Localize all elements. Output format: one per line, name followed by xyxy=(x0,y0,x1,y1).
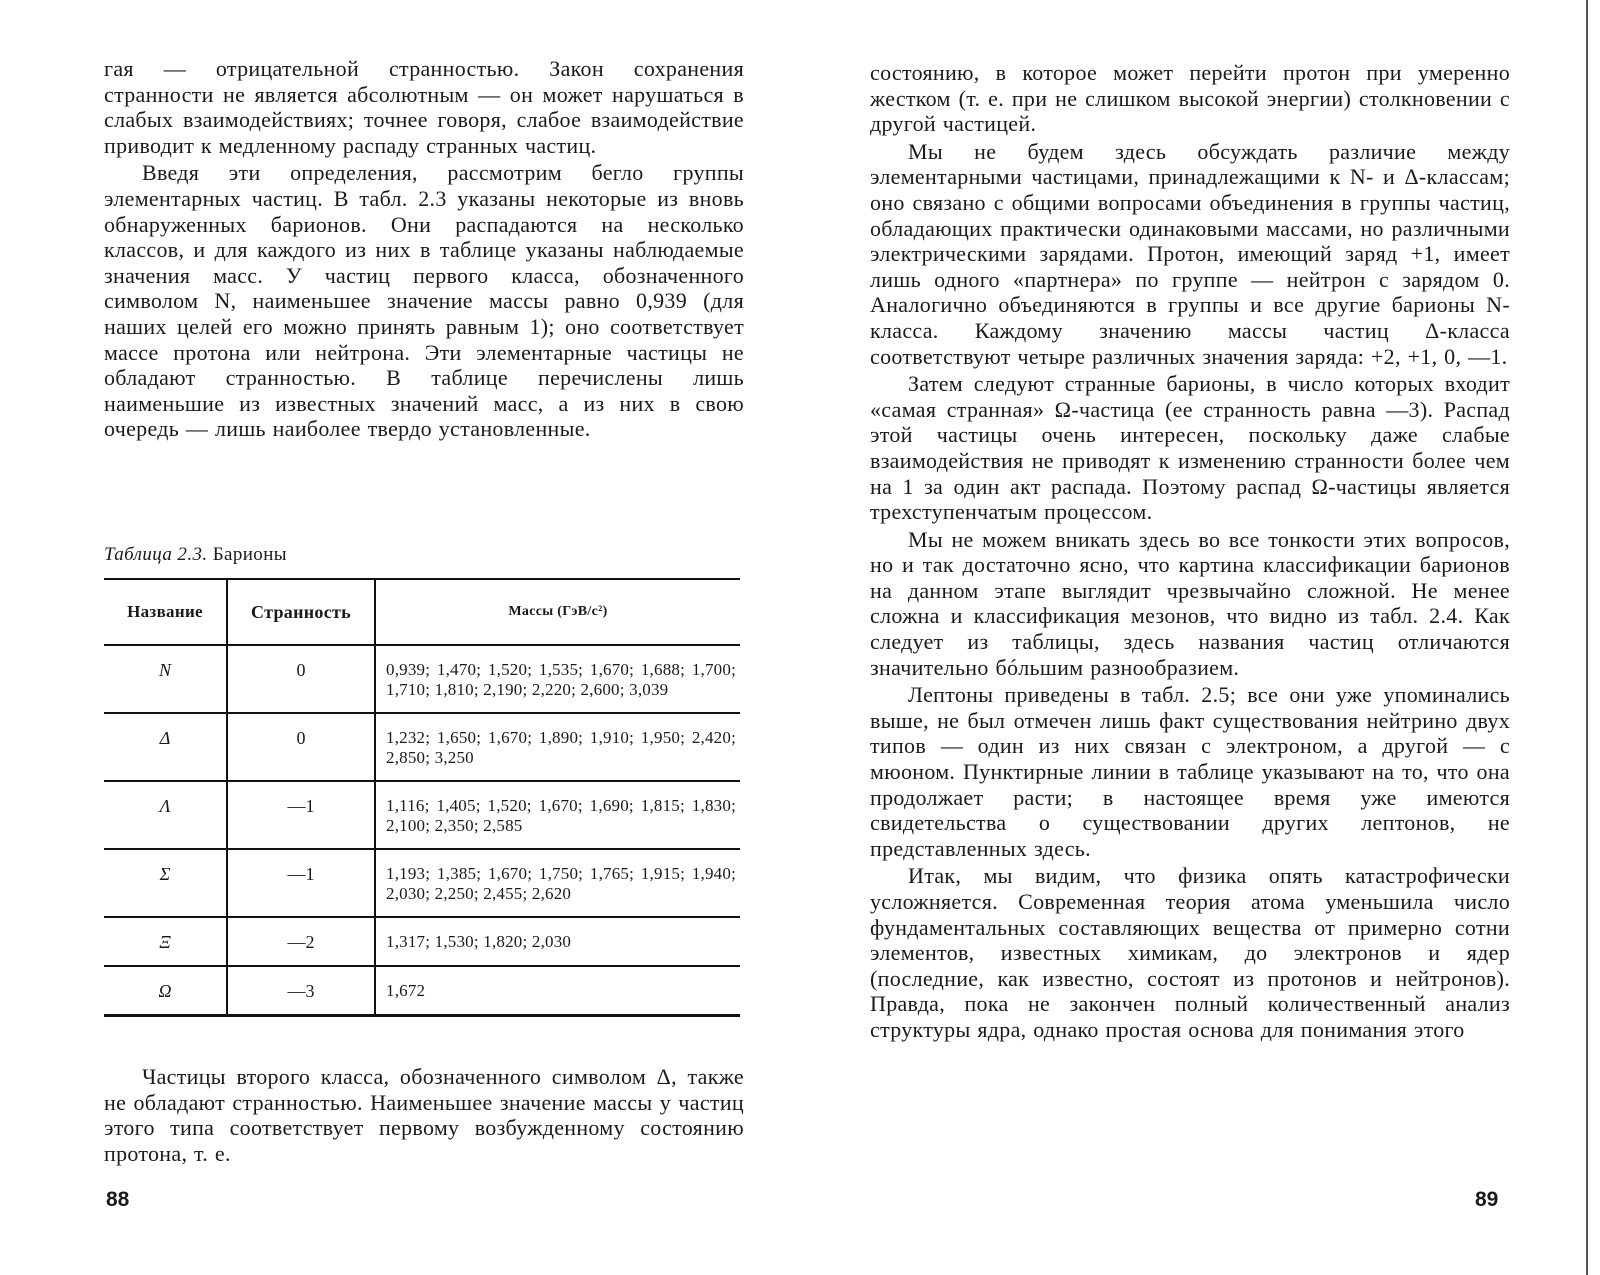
cell-name: N xyxy=(104,645,227,713)
paragraph: Мы не будем здесь обсуждать различие между элементарными частицами, принадлежащими к N- и Δ-классам; оно связано с общими вопросами объединения в группы частиц, обладающих практически одинаковыми массами, но различными электрическими зарядами. Протон, имеющий заряд +1, имеет лишь одного «партнера» по группе — нейтрон с зарядом 0. Аналогично объединяются в группы и все другие барионы N-класса. Каждому значению массы частиц Δ-класса соответствуют четыре различных значения заряда: +2, +1, 0, —1. xyxy=(870,138,1510,369)
cell-strangeness: —1 xyxy=(227,849,375,917)
cell-strangeness: 0 xyxy=(227,713,375,781)
page-number: 89 xyxy=(1475,1188,1499,1211)
paragraph: Частицы второго класса, обозначенного символом Δ, также не обладают странностью. Наименьшее значение массы у частиц этого типа соответствует первому возбужденному состоянию протона, т. е. xyxy=(104,1064,744,1166)
cell-masses: 1,232; 1,650; 1,670; 1,890; 1,910; 1,950; 2,420; 2,850; 3,250 xyxy=(375,713,740,781)
cell-name: Σ xyxy=(104,849,227,917)
header-masses: Массы (ГэВ/c²) xyxy=(375,579,740,645)
cell-name: Ξ xyxy=(104,917,227,966)
paragraph: гая — отрицательной странностью. Закон сохранения странности не является абсолютным — он может нарушаться в слабых взаимодействиях; точнее говоря, слабое взаимодействие приводит к медленному распаду странных частиц. xyxy=(104,56,744,158)
table-row xyxy=(104,849,740,917)
table-row xyxy=(104,917,740,966)
right-text xyxy=(870,60,1510,1043)
paragraph: Введя эти определения, рассмотрим бегло группы элементарных частиц. В табл. 2.3 указаны некоторые из вновь обнаруженных барионов. Они распадаются на несколько классов, и для каждого из них в таблице указаны наблюдаемые значения масс. У частиц первого класса, обозначенного символом N, наименьшее значение массы равно 0,939 (для наших целей его можно принять равным 1); оно соответствует массе протона или нейтрона. Эти элементарные частицы не обладают странностью. В таблице перечислены лишь наименьшие из известных значений масс, а из них в свою очередь — лишь наиболее твердо установленные. xyxy=(104,160,744,442)
table-row xyxy=(104,713,740,781)
table-row xyxy=(104,966,740,1016)
page-number: 88 xyxy=(106,1188,130,1211)
paragraph: состоянию, в которое может перейти протон при умеренно жестком (т. е. при не слишком высокой энергии) столкновении с другой частицей. xyxy=(870,60,1510,137)
baryons-table xyxy=(104,578,740,1017)
cell-name: Δ xyxy=(104,713,227,781)
cell-strangeness: —1 xyxy=(227,781,375,849)
table-caption xyxy=(104,544,287,566)
cell-name: Ω xyxy=(104,966,227,1016)
cell-strangeness: —2 xyxy=(227,917,375,966)
paragraph: Лептоны приведены в табл. 2.5; все они уже упоминались выше, не был отмечен лишь факт существования нейтрино двух типов — один из них связан с электроном, а другой — с мюоном. Пунктирные линии в таблице указывают на то, что она продолжает расти; в настоящее время уже имеются свидетельства о существовании других лептонов, не представленных здесь. xyxy=(870,682,1510,861)
cell-masses: 1,116; 1,405; 1,520; 1,670; 1,690; 1,815; 1,830; 2,100; 2,350; 2,585 xyxy=(375,781,740,849)
table-caption-title: Барионы xyxy=(212,544,287,565)
table-header-row xyxy=(104,579,740,645)
left-text-bottom xyxy=(104,1064,744,1166)
cell-masses: 1,317; 1,530; 1,820; 2,030 xyxy=(375,917,740,966)
cell-masses: 1,193; 1,385; 1,670; 1,750; 1,765; 1,915; 1,940; 2,030; 2,250; 2,455; 2,620 xyxy=(375,849,740,917)
table-caption-label: Таблица 2.3. xyxy=(104,544,208,565)
cell-masses: 0,939; 1,470; 1,520; 1,535; 1,670; 1,688; 1,700; 1,710; 1,810; 2,190; 2,220; 2,600; 3,039 xyxy=(375,645,740,713)
paragraph: Затем следуют странные барионы, в число которых входит «самая странная» Ω-частица (ее странность равна —3). Распад этой частицы очень интересен, поскольку даже слабые взаимодействия не приводят к изменению странности более чем на 1 за один акт распада. Поэтому распад Ω-частицы является трехступенчатым процессом. xyxy=(870,371,1510,525)
cell-masses: 1,672 xyxy=(375,966,740,1016)
left-text-top xyxy=(104,56,744,442)
paragraph: Мы не можем вникать здесь во все тонкости этих вопросов, но и так достаточно ясно, что картина классификации барионов на данном этапе выглядит чрезвычайно сложной. Не менее сложна и классификация мезонов, что видно из табл. 2.4. Как следует из таблицы, здесь названия частиц отличаются значительно бóльшим разнообразием. xyxy=(870,526,1510,680)
header-name: Название xyxy=(104,579,227,645)
cell-strangeness: —3 xyxy=(227,966,375,1016)
paragraph: Итак, мы видим, что физика опять катастрофически усложняется. Современная теория атома уменьшила число фундаментальных составляющих вещества от примерно сотни элементов, известных химикам, до электронов и ядер (последние, как известно, состоят из протонов и нейтронов). Правда, пока не закончен полный количественный анализ структуры ядра, однако простая основа для понимания этого xyxy=(870,863,1510,1042)
cell-strangeness: 0 xyxy=(227,645,375,713)
table-row xyxy=(104,781,740,849)
header-strangeness: Странность xyxy=(227,579,375,645)
cell-name: Λ xyxy=(104,781,227,849)
page-edge-line xyxy=(1586,0,1588,1275)
table-row xyxy=(104,645,740,713)
